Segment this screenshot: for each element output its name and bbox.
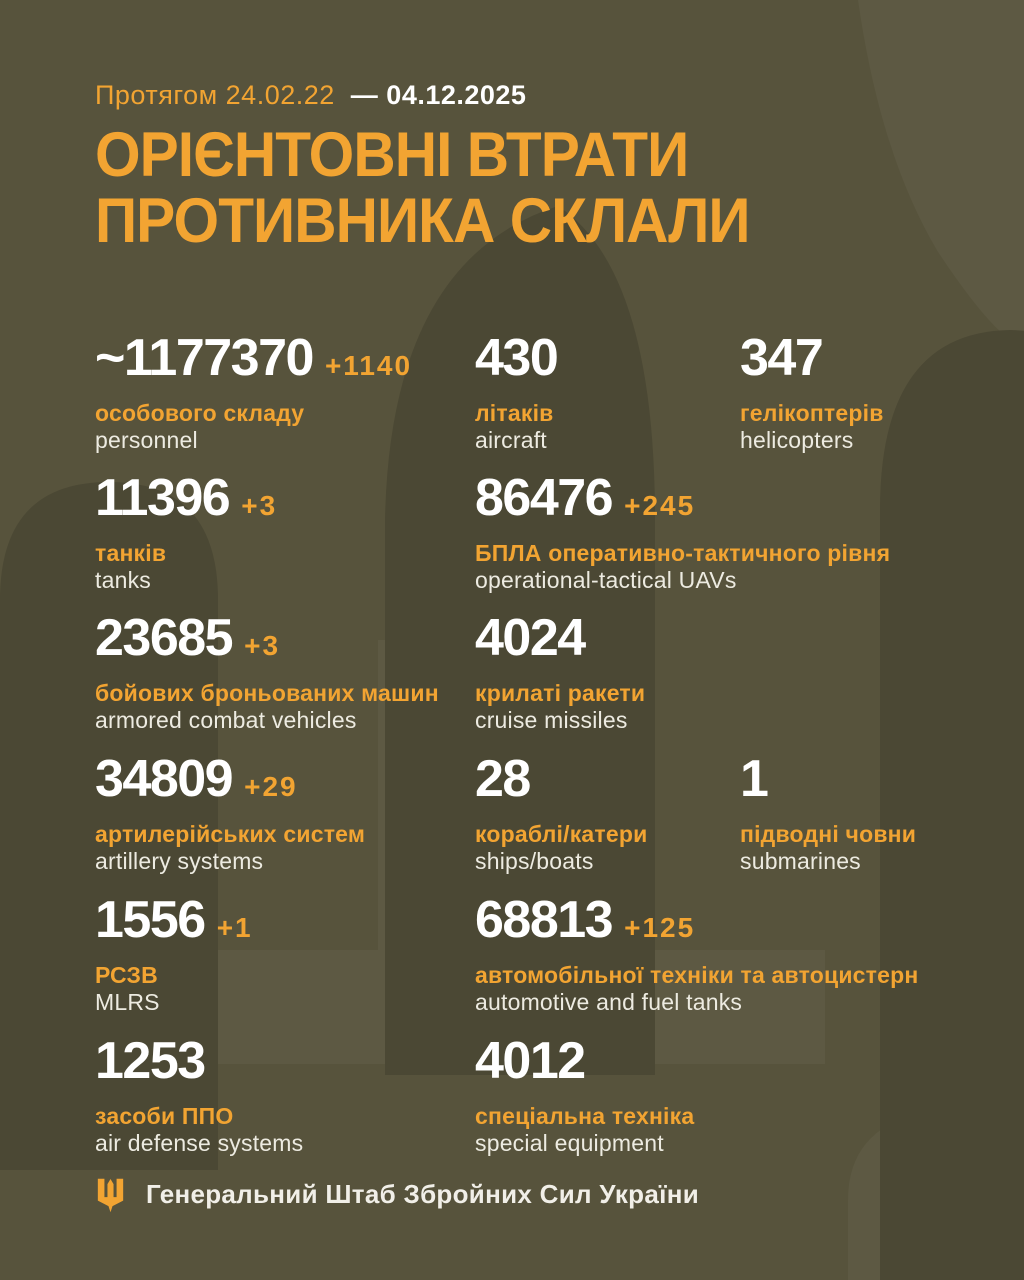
page-title — [95, 122, 750, 254]
stat-number: ~1177370 — [95, 329, 313, 387]
stat-label-ua: підводні човни — [740, 821, 917, 847]
stat-number-line — [95, 470, 277, 539]
stat-number-line — [95, 751, 365, 820]
stat-delta: +3 — [241, 490, 278, 521]
stat-block — [740, 330, 884, 454]
stat-label-ua: засоби ППО — [95, 1103, 234, 1129]
stat-block — [95, 751, 365, 875]
stat-number: 430 — [475, 329, 558, 387]
stat-label-en: helicopters — [740, 427, 854, 453]
stat-label-en: tanks — [95, 567, 151, 593]
page-title-line1: ОРІЄНТОВНІ ВТРАТИ — [95, 120, 689, 190]
stat-block — [740, 751, 916, 875]
tryzub-icon — [95, 1175, 126, 1213]
stat-block — [475, 751, 647, 875]
stat-label-ua: РСЗВ — [95, 962, 158, 988]
stat-label-en: artillery systems — [95, 848, 264, 874]
stat-label-en: submarines — [740, 848, 861, 874]
stat-block — [475, 1033, 694, 1157]
stat-number-line — [475, 751, 647, 820]
stat-label-ua: танків — [95, 540, 167, 566]
stat-number: 347 — [740, 329, 823, 387]
period-label — [95, 80, 526, 111]
period-prefix: Протягом 24.02.22 — [95, 80, 335, 110]
stat-label-ua: артилерійських систем — [95, 821, 366, 847]
stat-number-line — [95, 330, 412, 399]
stat-label-ua: гелікоптерів — [740, 400, 884, 426]
stat-delta: +125 — [624, 912, 696, 943]
stat-number: 86476 — [475, 469, 613, 527]
stat-label-en: operational-tactical UAVs — [475, 567, 737, 593]
footer — [95, 1174, 699, 1214]
stat-number-line — [95, 1033, 303, 1102]
stat-block — [95, 892, 253, 1016]
stat-number: 28 — [475, 750, 530, 808]
stat-number-line — [475, 892, 918, 961]
stat-label-ua: кораблі/катери — [475, 821, 648, 847]
stat-label-en: ships/boats — [475, 848, 594, 874]
stat-block — [475, 610, 645, 734]
stat-number: 34809 — [95, 750, 233, 808]
stat-label-ua: літаків — [475, 400, 554, 426]
stat-label-ua: особового складу — [95, 400, 305, 426]
stat-number: 68813 — [475, 891, 613, 949]
watermark-light-corner-wedge — [858, 0, 1024, 345]
report-date: — 04.12.2025 — [350, 80, 527, 110]
stat-delta: +29 — [244, 771, 298, 802]
stat-number: 1 — [740, 750, 768, 808]
stat-label-en: aircraft — [475, 427, 547, 453]
stat-block — [475, 892, 918, 1016]
stat-label-ua: бойових броньованих машин — [95, 680, 439, 706]
stat-number: 1253 — [95, 1032, 205, 1090]
stat-number-line — [475, 1033, 694, 1102]
stat-delta: +1140 — [324, 350, 413, 381]
stat-delta: +3 — [244, 630, 281, 661]
stat-number: 4012 — [475, 1032, 585, 1090]
stat-number-line — [95, 610, 439, 679]
stat-label-ua: спеціальна техніка — [475, 1103, 695, 1129]
page-title-line2: ПРОТИВНИКА СКЛАЛИ — [95, 186, 750, 256]
stat-label-ua: автомобільної техніки та автоцистерн — [475, 962, 919, 988]
stat-label-en: special equipment — [475, 1130, 664, 1156]
stat-label-en: MLRS — [95, 989, 160, 1015]
stat-number: 11396 — [95, 469, 230, 527]
stat-number: 23685 — [95, 609, 233, 667]
stat-label-en: automotive and fuel tanks — [475, 989, 743, 1015]
stat-label-ua: БПЛА оперативно-тактичного рівня — [475, 540, 891, 566]
stat-block — [95, 1033, 303, 1157]
stat-number-line — [475, 470, 890, 539]
stat-delta: +1 — [216, 912, 253, 943]
stat-label-ua: крилаті ракети — [475, 680, 646, 706]
stat-number-line — [475, 610, 645, 679]
stat-number: 1556 — [95, 891, 205, 949]
stat-delta: +245 — [624, 490, 696, 521]
stat-label-en: cruise missiles — [475, 707, 628, 733]
stat-number-line — [740, 751, 916, 820]
stat-number-line — [740, 330, 884, 399]
stat-block — [95, 610, 439, 734]
stat-block — [95, 330, 412, 454]
stat-label-en: armored combat vehicles — [95, 707, 357, 733]
stat-number-line — [475, 330, 557, 399]
stat-label-en: air defense systems — [95, 1130, 304, 1156]
stat-label-en: personnel — [95, 427, 198, 453]
stat-block — [475, 330, 557, 454]
org-name: Генеральний Штаб Збройних Сил України — [146, 1178, 699, 1209]
stat-number: 4024 — [475, 609, 585, 667]
stat-block — [95, 470, 277, 594]
stat-number-line — [95, 892, 253, 961]
stat-block — [475, 470, 890, 594]
